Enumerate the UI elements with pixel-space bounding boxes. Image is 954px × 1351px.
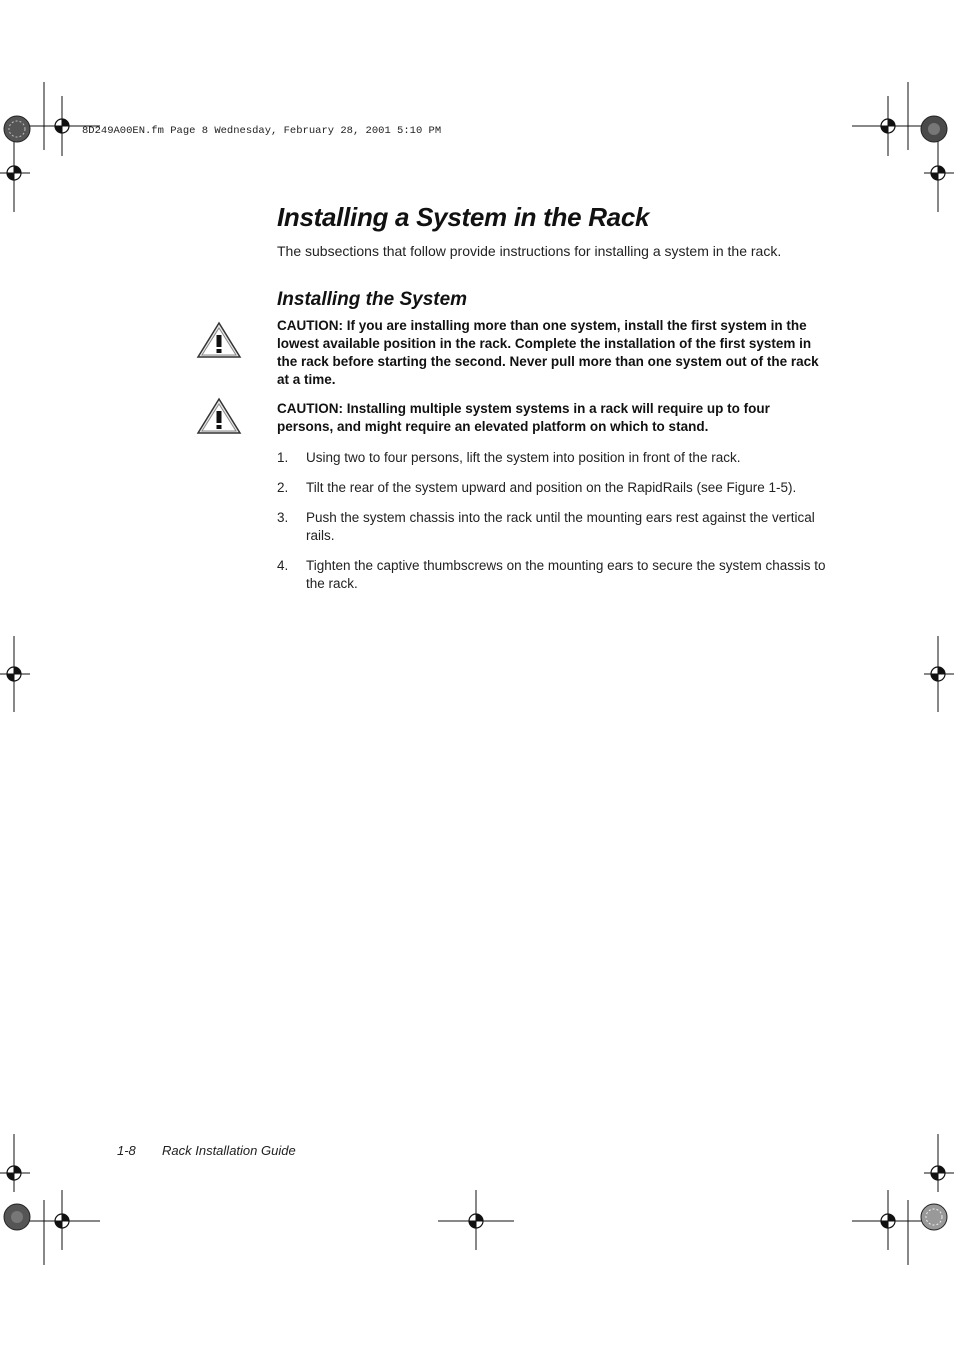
step-number: 2. xyxy=(277,480,289,495)
step-text: Using two to four persons, lift the system into position in front of the rack. xyxy=(306,450,741,465)
step-number: 4. xyxy=(277,558,289,573)
list-item xyxy=(277,509,829,545)
section-title: Installing a System in the Rack xyxy=(277,202,650,232)
section-intro: The subsections that follow provide instructions for installing a system in the rack. xyxy=(277,243,782,259)
caution-note: CAUTION: If you are installing more than one system, install the first system in the lowest available position in the rack. Complete the installation of the first system in the rack before starting the second. Never pull more than one system out of the rack at a time. xyxy=(277,318,819,387)
list-item xyxy=(277,479,829,497)
step-text: Tilt the rear of the system upward and position on the RapidRails (see Figure 1-5). xyxy=(306,480,797,495)
step-number: 3. xyxy=(277,510,289,525)
list-item xyxy=(277,449,829,467)
warning-triangle-icon xyxy=(196,321,242,359)
step-number: 1. xyxy=(277,450,289,465)
subsection-title: Installing the System xyxy=(277,289,468,310)
list-item xyxy=(277,557,829,593)
step-text: Push the system chassis into the rack until the mounting ears rest against the vertical rails. xyxy=(306,510,815,543)
print-slug: 8D249A00EN.fm Page 8 Wednesday, February 28, 2001 5:10 PM xyxy=(82,125,442,137)
step-text: Tighten the captive thumbscrews on the mounting ears to secure the system chassis to the rack. xyxy=(306,558,826,591)
warning-triangle-icon xyxy=(196,397,242,435)
page-number: 1-8 xyxy=(117,1143,136,1158)
footer-doc-title: Rack Installation Guide xyxy=(162,1143,296,1158)
installation-steps xyxy=(277,449,829,605)
caution-note: CAUTION: Installing multiple system systems in a rack will require up to four persons, and might require an elevated platform on which to stand. xyxy=(277,401,770,434)
